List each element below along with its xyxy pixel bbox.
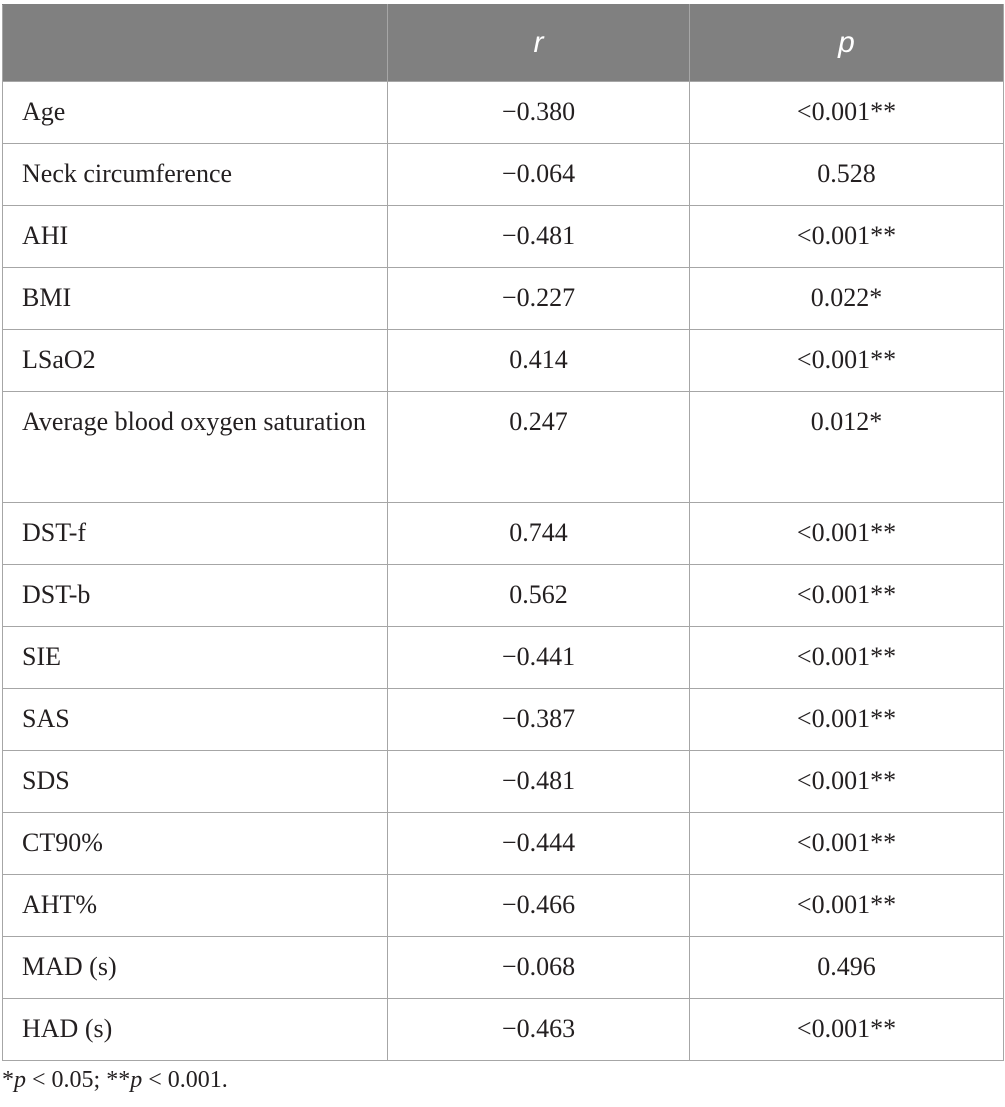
variable-cell: HAD (s): [3, 999, 388, 1061]
p-value-cell: <0.001**: [690, 503, 1004, 565]
p-value-cell: <0.001**: [690, 206, 1004, 268]
r-value-cell: 0.414: [388, 330, 690, 392]
variable-cell: BMI: [3, 268, 388, 330]
p-value-cell: 0.496: [690, 937, 1004, 999]
p-value-cell: <0.001**: [690, 565, 1004, 627]
variable-cell: SDS: [3, 751, 388, 813]
p-value-cell: <0.001**: [690, 82, 1004, 144]
header-row: [3, 5, 1004, 82]
variable-cell: SAS: [3, 689, 388, 751]
table-header: [3, 5, 1004, 82]
table-row: [3, 330, 1004, 392]
table-row: [3, 689, 1004, 751]
table-row: [3, 999, 1004, 1061]
p-value-cell: <0.001**: [690, 751, 1004, 813]
r-value-cell: 0.744: [388, 503, 690, 565]
r-value-cell: −0.466: [388, 875, 690, 937]
r-value-cell: −0.463: [388, 999, 690, 1061]
variable-cell: MAD (s): [3, 937, 388, 999]
r-value-cell: −0.441: [388, 627, 690, 689]
variable-cell: Age: [3, 82, 388, 144]
r-value-cell: 0.562: [388, 565, 690, 627]
table-row: [3, 82, 1004, 144]
r-value-cell: −0.064: [388, 144, 690, 206]
table-row: [3, 875, 1004, 937]
variable-cell: AHI: [3, 206, 388, 268]
p-value-cell: <0.001**: [690, 999, 1004, 1061]
header-r: r: [388, 5, 690, 82]
variable-cell: CT90%: [3, 813, 388, 875]
variable-cell: Neck circumference: [3, 144, 388, 206]
p-value-cell: 0.022*: [690, 268, 1004, 330]
r-value-cell: −0.068: [388, 937, 690, 999]
table-row: [3, 937, 1004, 999]
variable-cell: AHT%: [3, 875, 388, 937]
variable-cell: Average blood oxygen saturation: [3, 392, 388, 503]
r-value-cell: 0.247: [388, 392, 690, 503]
r-value-cell: −0.387: [388, 689, 690, 751]
p-value-cell: 0.012*: [690, 392, 1004, 503]
variable-cell: LSaO2: [3, 330, 388, 392]
table-row: [3, 813, 1004, 875]
table-row: [3, 627, 1004, 689]
table-row: [3, 268, 1004, 330]
table-row: [3, 751, 1004, 813]
table-row: [3, 503, 1004, 565]
header-p: p: [690, 5, 1004, 82]
r-value-cell: −0.444: [388, 813, 690, 875]
table-row: [3, 144, 1004, 206]
variable-cell: DST-f: [3, 503, 388, 565]
variable-cell: SIE: [3, 627, 388, 689]
table-row: [3, 392, 1004, 503]
r-value-cell: −0.380: [388, 82, 690, 144]
table-footnote: [2, 1067, 228, 1094]
p-value-cell: <0.001**: [690, 330, 1004, 392]
footnote-text-2: < 0.001.: [142, 1067, 228, 1093]
variable-cell: DST-b: [3, 565, 388, 627]
r-value-cell: −0.481: [388, 206, 690, 268]
p-value-cell: <0.001**: [690, 813, 1004, 875]
p-value-cell: <0.001**: [690, 689, 1004, 751]
p-value-cell: 0.528: [690, 144, 1004, 206]
footnote-text-1: < 0.05; **: [26, 1067, 131, 1093]
header-variable: [3, 5, 388, 82]
table-row: [3, 565, 1004, 627]
table-row: [3, 206, 1004, 268]
r-value-cell: −0.481: [388, 751, 690, 813]
r-value-cell: −0.227: [388, 268, 690, 330]
footnote-star: *: [2, 1067, 14, 1093]
p-value-cell: <0.001**: [690, 627, 1004, 689]
correlation-table-container: [2, 4, 1003, 1061]
p-value-cell: <0.001**: [690, 875, 1004, 937]
footnote-p-symbol: p: [130, 1067, 143, 1093]
correlation-table: [2, 4, 1004, 1061]
table-body: [3, 82, 1004, 1061]
footnote-p-symbol: p: [14, 1067, 26, 1093]
